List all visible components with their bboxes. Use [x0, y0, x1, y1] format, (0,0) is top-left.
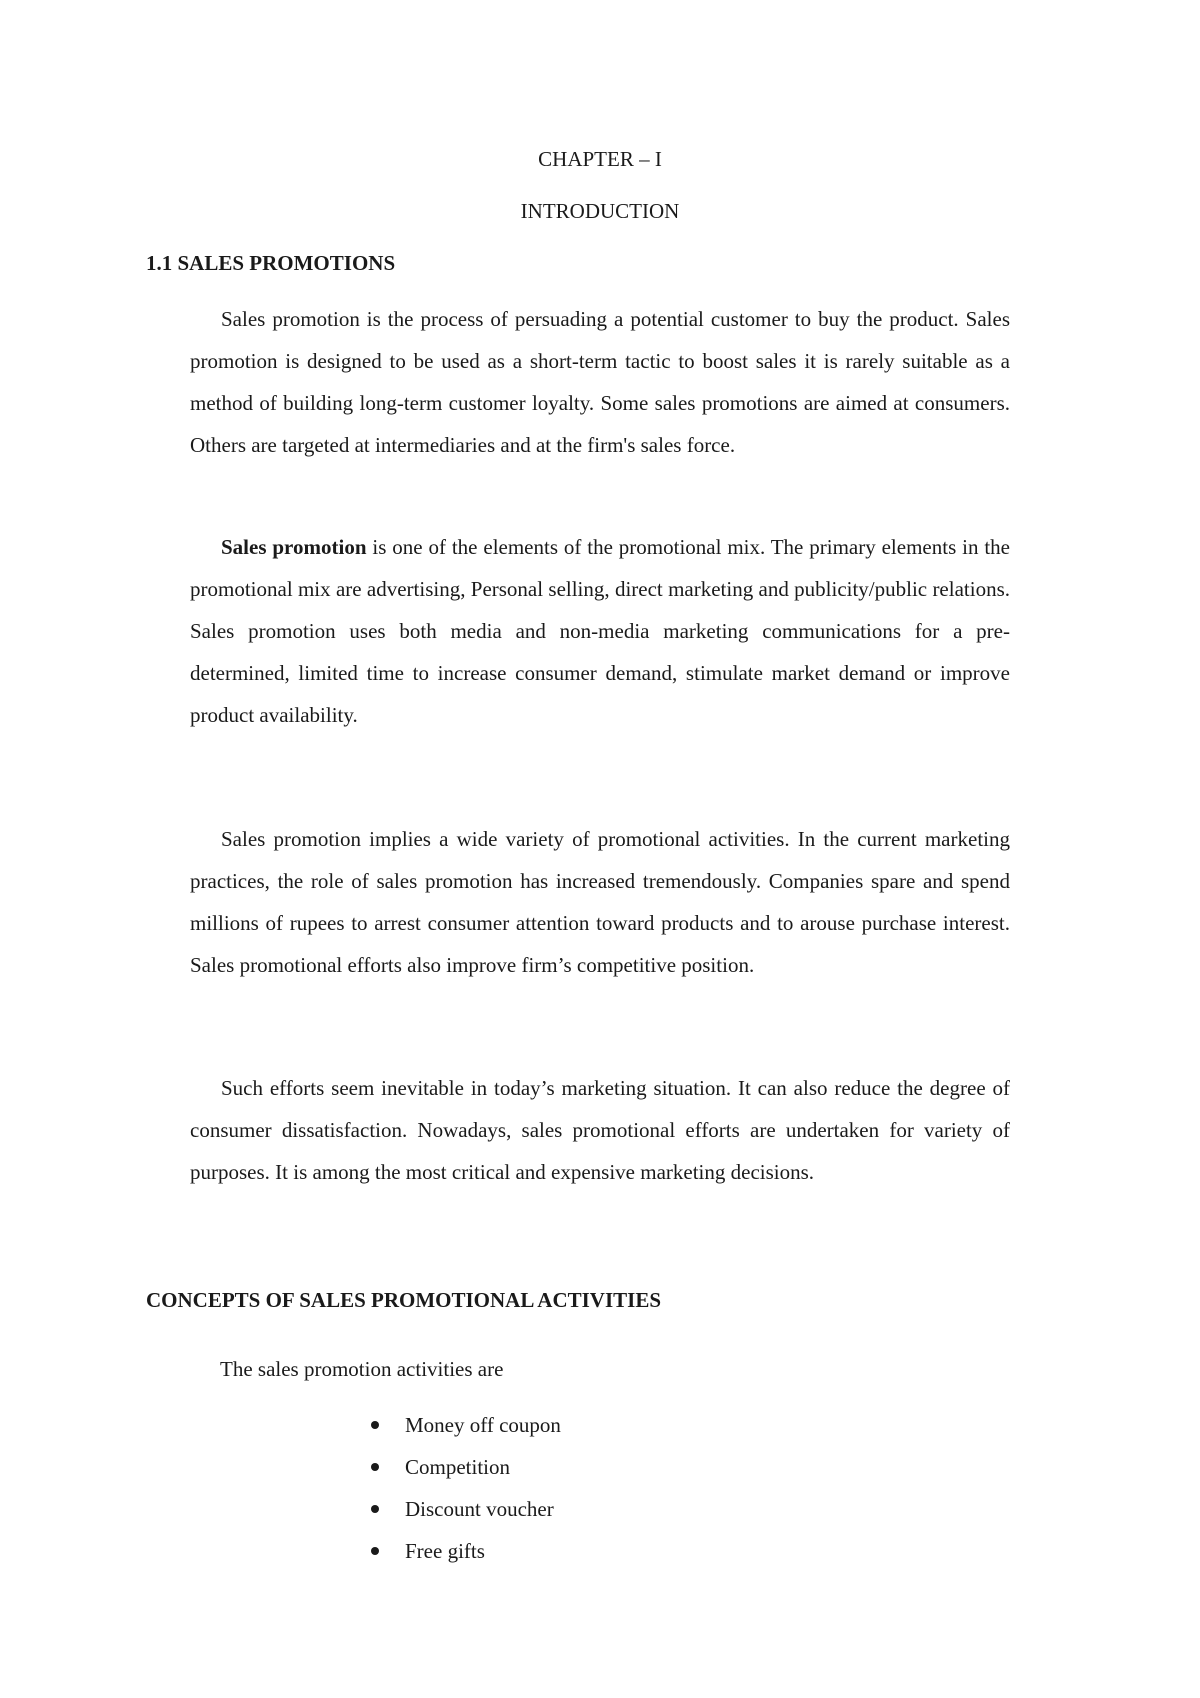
paragraph-2-text: is one of the elements of the promotional mix. The primary elements in the promotional mix are advertising, Personal selling, direct marketing and publicity/public relations. Sales promotion uses both media and non-media marketing communications for a pre-determined, limited time to increase consumer demand, stimulate market demand or improve product availability.	[190, 535, 1010, 727]
section-heading-sales-promotions: 1.1 SALES PROMOTIONS	[146, 251, 396, 275]
list-item	[405, 1404, 561, 1446]
paragraph-2-bold-term: Sales promotion	[221, 535, 367, 559]
paragraph-3: Sales promotion implies a wide variety of promotional activities. In the current marketing practices, the role of sales promotion has increased tremendously. Companies spare and spend millions of rupees to arrest consumer attention toward products and to arouse purchase interest. Sales promotional efforts also improve firm’s competitive position.	[190, 827, 1010, 977]
section-heading-concepts: CONCEPTS OF SALES PROMOTIONAL ACTIVITIES	[146, 1288, 662, 1312]
list-item	[405, 1488, 561, 1530]
paragraph-2	[190, 526, 1010, 736]
bullet-icon	[371, 1421, 379, 1429]
paragraph-1: Sales promotion is the process of persuading a potential customer to buy the product. Sales promotion is designed to be used as a short-term tactic to boost sales it is rarely suitable as a method of building long-term customer loyalty. Some sales promotions are aimed at consumers. Others are targeted at intermediaries and at the firm's sales force.	[190, 307, 1010, 457]
activities-intro-text: The sales promotion activities are	[220, 1357, 504, 1381]
list-item-label: Free gifts	[405, 1539, 485, 1563]
list-item-label: Discount voucher	[405, 1497, 554, 1521]
chapter-number: CHAPTER – I	[538, 147, 662, 171]
bullet-icon	[371, 1547, 379, 1555]
list-item	[405, 1446, 561, 1488]
bullet-icon	[371, 1463, 379, 1471]
bullet-icon	[371, 1505, 379, 1513]
activities-list	[405, 1404, 561, 1572]
chapter-title: INTRODUCTION	[520, 199, 680, 223]
paragraph-4: Such efforts seem inevitable in today’s marketing situation. It can also reduce the degree of consumer dissatisfaction. Nowadays, sales promotional efforts are undertaken for variety of purposes. It is among the most critical and expensive marketing decisions.	[190, 1076, 1010, 1184]
list-item	[405, 1530, 561, 1572]
list-item-label: Money off coupon	[405, 1413, 561, 1437]
list-item-label: Competition	[405, 1455, 510, 1479]
